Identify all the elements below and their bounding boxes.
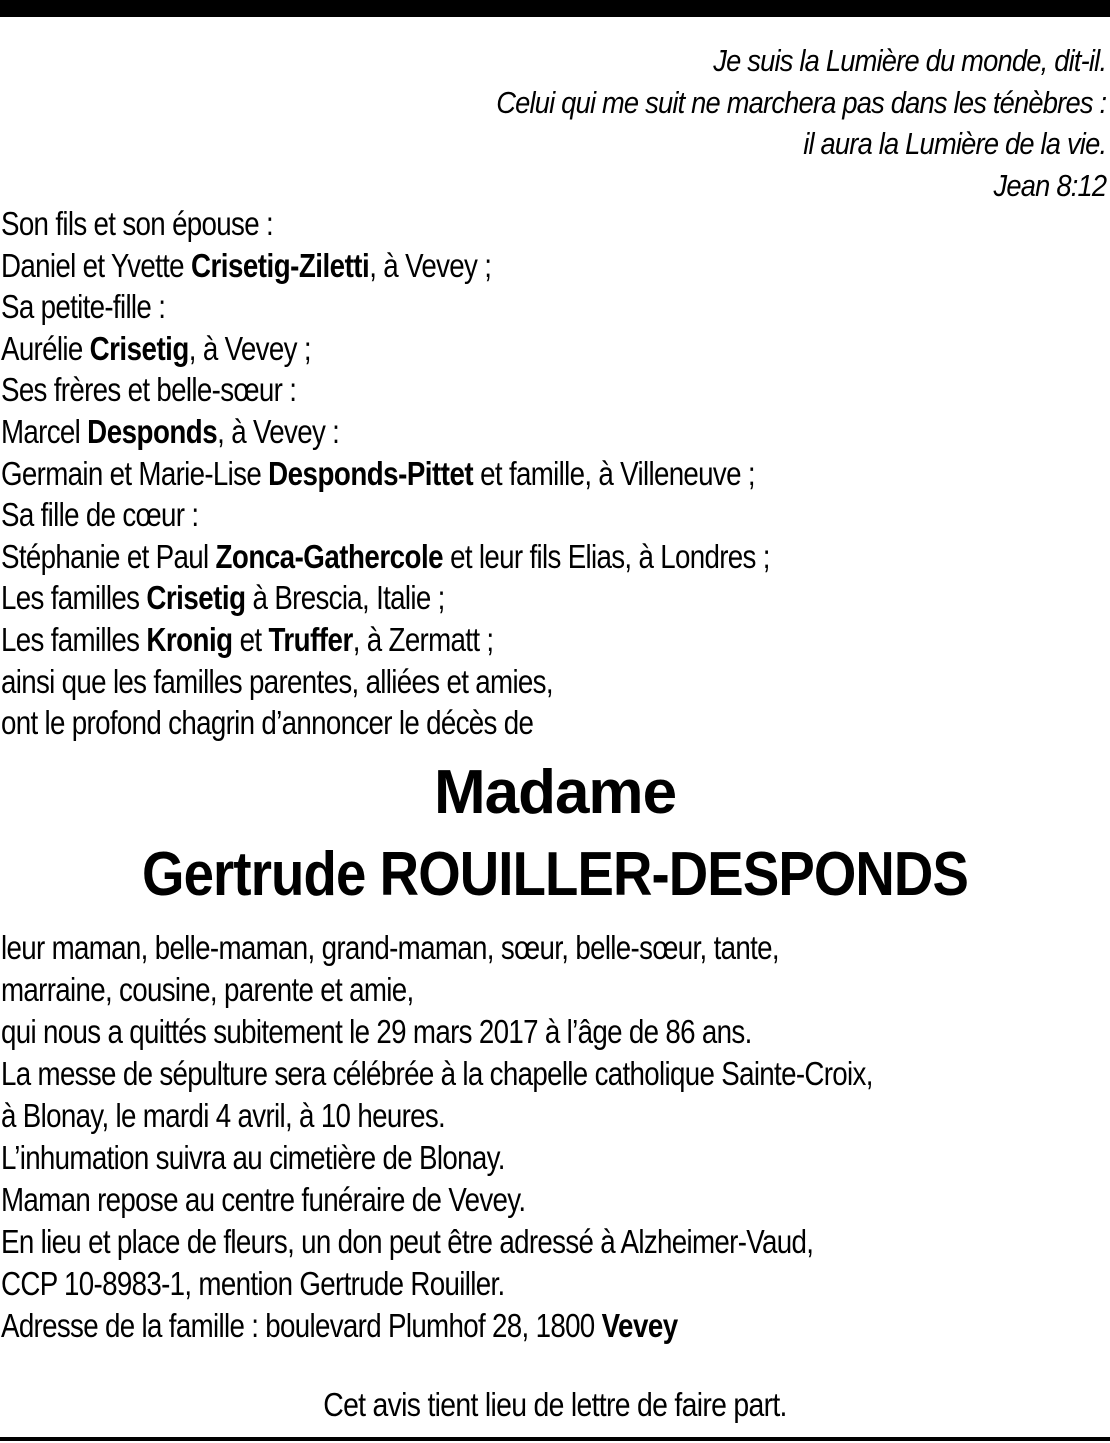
family-surname: Zonca-Gathercole <box>215 537 444 575</box>
closing-note: Cet avis tient lieu de lettre de faire part. <box>323 1386 787 1423</box>
top-rule <box>0 0 1110 17</box>
family-text: et <box>232 620 269 658</box>
family-text: Sa petite-fille : <box>1 288 166 326</box>
details-line <box>1 1137 873 1179</box>
family-address <box>1 1305 873 1347</box>
details-text: L’inhumation suivra au cimetière de Blonay. <box>1 1139 505 1176</box>
family-text: Germain et Marie-Lise <box>1 454 269 492</box>
family-line <box>1 702 770 744</box>
details-line <box>1 1053 873 1095</box>
family-text: ont le profond chagrin d’annoncer le décès de <box>1 704 534 742</box>
family-line <box>1 453 770 495</box>
family-text: Ses frères et belle-sœur : <box>1 371 297 409</box>
details-text: leur maman, belle-maman, grand-maman, sœur, belle-sœur, tante, <box>1 929 779 966</box>
family-text: à Brescia, Italie ; <box>245 579 445 617</box>
details-text: En lieu et place de fleurs, un don peut être adressé à Alzheimer-Vaud, <box>1 1223 814 1260</box>
details-text: qui nous a quittés subitement le 29 mars 2017 à l’âge de 86 ans. <box>1 1013 752 1050</box>
details-text: Maman repose au centre funéraire de Vevey. <box>1 1181 526 1218</box>
deceased-title: Madame <box>433 758 677 827</box>
details-line <box>1 1011 873 1053</box>
family-text: ainsi que les familles parentes, alliées et amies, <box>1 662 553 700</box>
family-surname: Desponds <box>87 412 218 450</box>
family-text: , à Zermatt ; <box>352 620 494 658</box>
family-text: Son fils et son épouse : <box>1 205 274 242</box>
family-line <box>1 203 770 245</box>
family-line <box>1 369 770 411</box>
details-text: Adresse de la famille : boulevard Plumhof 28, 1800 <box>1 1307 602 1344</box>
family-line <box>1 411 770 453</box>
epigraph-line: Je suis la Lumière du monde, dit-il. <box>712 43 1106 78</box>
family-text: , à Vevey ; <box>369 246 492 284</box>
epigraph-quote <box>496 40 1106 206</box>
family-text: et famille, à Villeneuve ; <box>473 454 755 492</box>
family-text: Daniel et Yvette <box>1 246 191 284</box>
family-line <box>1 619 770 661</box>
family-text: Sa fille de cœur : <box>1 496 199 534</box>
bottom-rule <box>0 1437 1110 1441</box>
family-text: Les familles <box>1 620 147 658</box>
details-line <box>1 1095 873 1137</box>
family-list <box>1 203 770 744</box>
details-line <box>1 1179 873 1221</box>
family-line <box>1 328 770 370</box>
family-line <box>1 245 770 287</box>
details-text: à Blonay, le mardi 4 avril, à 10 heures. <box>1 1097 446 1134</box>
deceased-name: Gertrude ROUILLER-DESPONDS <box>142 840 968 909</box>
details-line <box>1 969 873 1011</box>
family-surname: Desponds-Pittet <box>268 454 474 492</box>
epigraph-reference: Jean 8:12 <box>993 167 1106 203</box>
family-line <box>1 494 770 536</box>
details-list <box>1 927 873 1347</box>
epigraph-line: il aura la Lumière de la vie. <box>802 126 1106 161</box>
details-line <box>1 1221 873 1263</box>
family-line <box>1 536 770 578</box>
family-surname: Crisetig <box>89 329 189 367</box>
address-city: Vevey <box>601 1307 678 1344</box>
family-text: Les familles <box>1 579 147 617</box>
family-surname: Crisetig-Ziletti <box>190 246 370 284</box>
family-text: Stéphanie et Paul <box>1 537 216 575</box>
family-surname: Kronig <box>146 620 233 658</box>
family-line <box>1 286 770 328</box>
family-text: , à Vevey : <box>217 412 340 450</box>
details-text: CCP 10-8983-1, mention Gertrude Rouiller. <box>1 1265 505 1302</box>
family-text: et leur fils Elias, à Londres ; <box>443 537 770 575</box>
family-text: Aurélie <box>1 329 90 367</box>
family-line <box>1 577 770 619</box>
family-surname: Truffer <box>268 620 353 658</box>
details-text: marraine, cousine, parente et amie, <box>1 971 414 1008</box>
details-line <box>1 927 873 969</box>
family-surname: Crisetig <box>146 579 246 617</box>
details-text: La messe de sépulture sera célébrée à la chapelle catholique Sainte-Croix, <box>1 1055 873 1092</box>
epigraph-line: Celui qui me suit ne marchera pas dans les ténèbres : <box>495 84 1106 120</box>
family-line <box>1 661 770 703</box>
family-text: Marcel <box>1 412 88 450</box>
details-line <box>1 1263 873 1305</box>
family-text: , à Vevey ; <box>188 329 311 367</box>
